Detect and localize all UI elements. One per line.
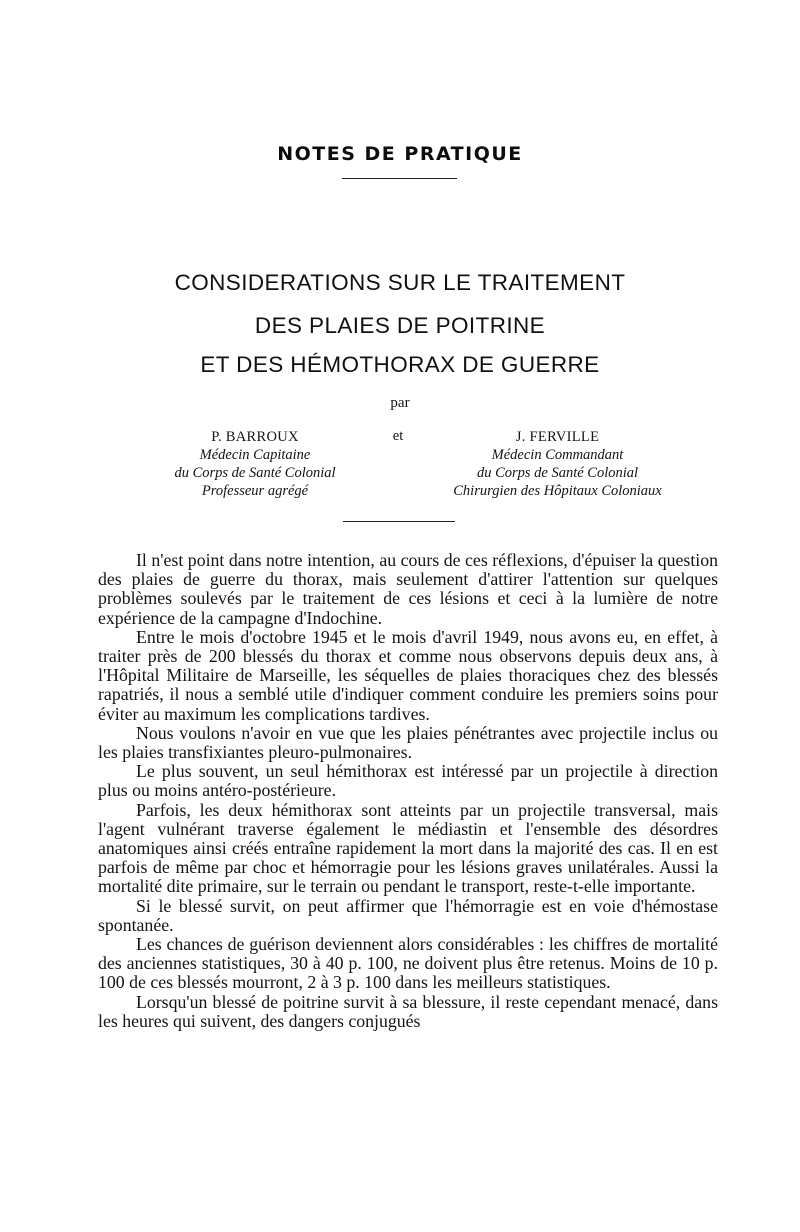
paragraph: Nous voulons n'avoir en vue que les plaies pénétrantes avec projectile inclus ou les plaies transfixiantes pleuro-pulmonaires. bbox=[98, 722, 718, 763]
author-corps: du Corps de Santé Colonial bbox=[476, 465, 639, 481]
paragraph: Les chances de guérison deviennent alors considérables : les chiffres de mortalité des anciennes statistiques, 30 à 40 p. 100, ne doivent plus être retenus. Moins de 10 p. 100 de ces blessés mourront, 2 à 3 p. 100 dans les meilleurs statistiques. bbox=[98, 934, 718, 993]
divider-rule bbox=[343, 521, 455, 522]
byline-par: par bbox=[390, 395, 410, 411]
article-body bbox=[98, 551, 718, 1031]
author-1 bbox=[130, 428, 380, 500]
author-corps: du Corps de Santé Colonial bbox=[174, 465, 336, 481]
paragraph: Il n'est point dans notre intention, au cours de ces réflexions, d'épuiser la question des plaies de guerre du thorax, mais seulement d'attirer l'attention sur quelques problèmes soulevés par le traitement de ces lésions et ceci à la lumière de notre expérience de la campagne d'Indochine. bbox=[98, 550, 718, 628]
paragraph: Entre le mois d'octobre 1945 et le mois d'avril 1949, nous avons eu, en effet, à traiter près de 200 blessés du thorax et comme nous observons depuis deux ans, à l'Hôpital Militaire de Marseille, les séquelles de plaies thoraciques chez des blessés rapatriés, il nous a semblé utile d'indiquer comment conduire les premiers soins pour éviter au maximum les complications tardives. bbox=[98, 626, 718, 724]
article-title-line-2: DES PLAIES DE POITRINE bbox=[254, 313, 546, 338]
byline-et: et bbox=[392, 428, 404, 444]
paragraph: Si le blessé survit, on peut affirmer que l'hémorragie est en voie d'hémostase spontanée. bbox=[98, 895, 718, 935]
paragraph: Parfois, les deux hémithorax sont atteints par un projectile transversal, mais l'agent vulnérant traverse également le médiastin et l'ensemble des désordres anatomiques ainsi créés entraîne rapidement la mort dans la majorité des cas. Il en est parfois de même par choc et hémorragie pour les lésions graves unilatérales. Aussi la mortalité dite primaire, sur le terrain ou pendant le transport, reste-t-elle importante. bbox=[98, 799, 718, 897]
author-2 bbox=[420, 428, 695, 500]
divider-rule bbox=[342, 178, 457, 179]
paragraph: Lorsqu'un blessé de poitrine survit à sa blessure, il reste cependant menacé, dans les heures qui suivent, des dangers conjugués bbox=[98, 991, 718, 1031]
author-name: J. FERVILLE bbox=[515, 429, 600, 445]
article-title-line-1: CONSIDERATIONS SUR LE TRAITEMENT bbox=[174, 270, 626, 295]
paragraph: Le plus souvent, un seul hémithorax est intéressé par un projectile à direction plus ou moins antéro-postérieure. bbox=[98, 761, 718, 801]
author-title: Chirurgien des Hôpitaux Coloniaux bbox=[453, 483, 662, 499]
section-heading: NOTES DE PRATIQUE bbox=[277, 143, 523, 165]
author-role: Médecin Commandant bbox=[491, 447, 624, 463]
author-name: P. BARROUX bbox=[211, 429, 299, 445]
author-role: Médecin Capitaine bbox=[199, 447, 311, 463]
author-title: Professeur agrégé bbox=[201, 483, 309, 499]
article-title-line-3: ET DES HÉMOTHORAX DE GUERRE bbox=[200, 352, 600, 377]
